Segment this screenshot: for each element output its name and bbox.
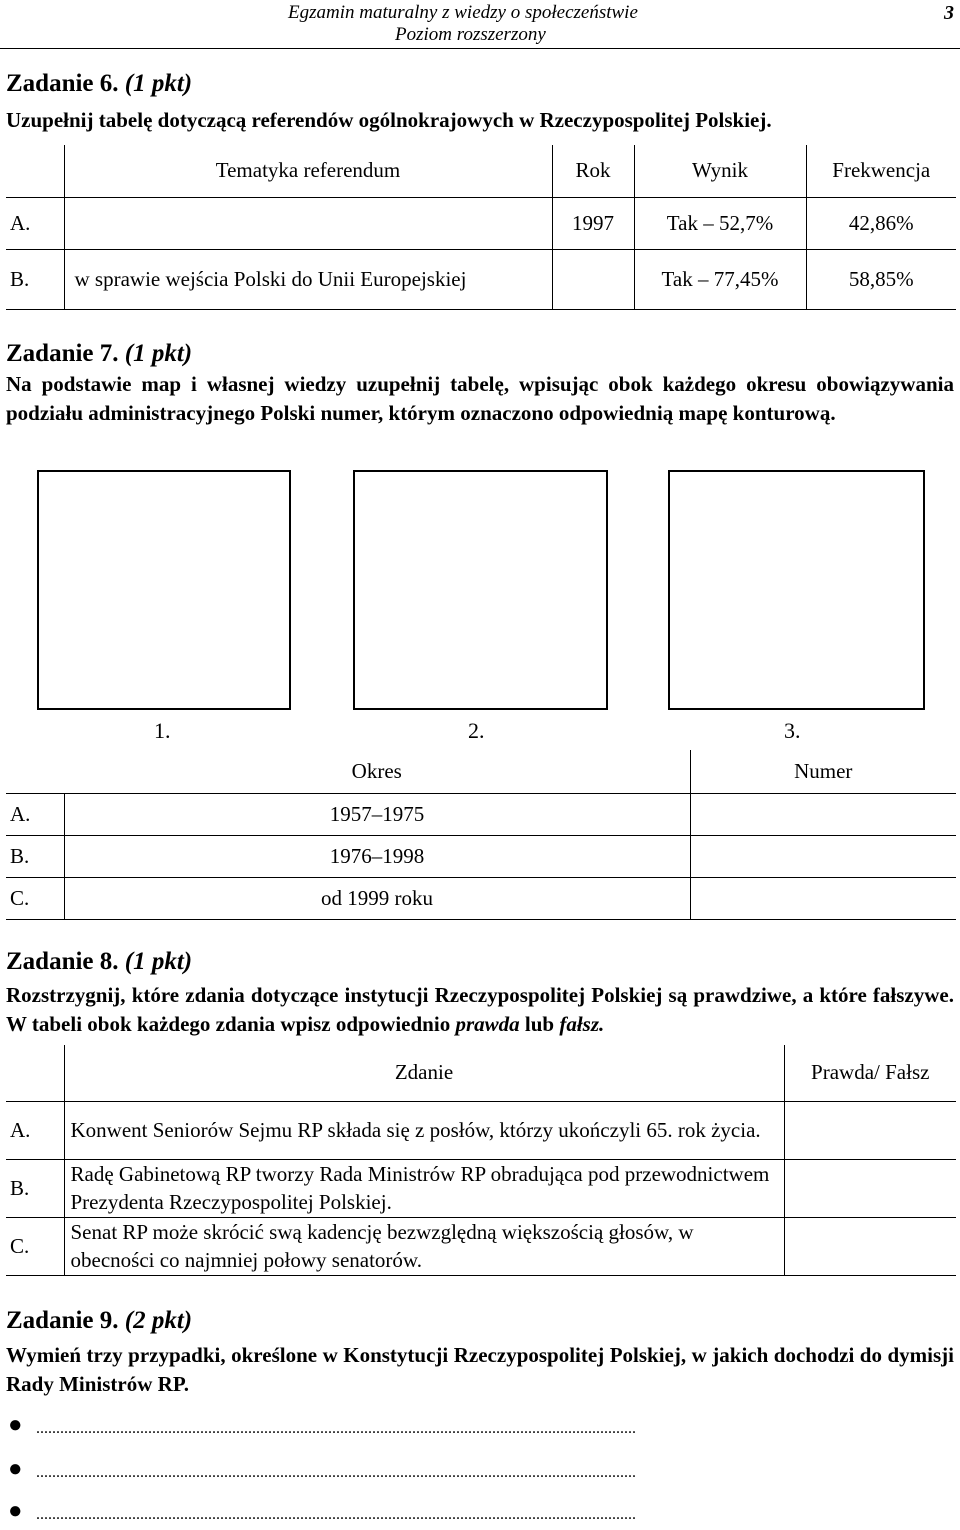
- topic-answer-cell[interactable]: [64, 197, 552, 249]
- header-year: Rok: [552, 145, 634, 197]
- task7-table: [6, 750, 956, 920]
- header-result: Wynik: [634, 145, 806, 197]
- number-answer-cell[interactable]: [690, 877, 956, 919]
- table-row: [6, 197, 956, 249]
- bullet-icon: ●: [8, 1456, 23, 1482]
- word-lub: lub: [524, 1012, 555, 1036]
- table-row: [6, 877, 956, 919]
- map-2: [353, 470, 608, 710]
- turnout-cell: 58,85%: [806, 249, 956, 309]
- sentence-cell: Radę Gabinetową RP tworzy Rada Ministrów RP obradująca pod przewodnictwem Prezydenta Rzeczypospolitej Polskiej.: [64, 1159, 784, 1217]
- task6-table: [6, 145, 956, 310]
- task9-title: Zadanie 9.: [6, 1307, 119, 1334]
- task8-title: Zadanie 8.: [6, 948, 119, 975]
- map-label-3: 3.: [784, 718, 801, 743]
- truth-answer-cell[interactable]: [784, 1159, 956, 1217]
- exam-level: Poziom rozszerzony: [395, 24, 546, 45]
- row-letter: C.: [6, 877, 64, 919]
- header-period: Okres: [64, 750, 690, 793]
- task6-title: Zadanie 6.: [6, 70, 119, 97]
- bullet-icon: ●: [8, 1498, 23, 1524]
- row-letter: C.: [6, 1217, 64, 1275]
- word-prawda: prawda: [455, 1012, 520, 1036]
- task6-heading: [6, 70, 192, 98]
- result-cell: Tak – 52,7%: [634, 197, 806, 249]
- row-letter: B.: [6, 249, 64, 309]
- row-letter: A.: [6, 793, 64, 835]
- task9-instruction: Wymień trzy przypadki, określone w Konstytucji Rzeczypospolitej Polskiej, w jakich dochodzi do dymisji Rady Ministrów RP.: [6, 1343, 954, 1396]
- answer-line-1[interactable]: ......................................................................................................................................................: [36, 1420, 636, 1437]
- exam-title: Egzamin maturalny z wiedzy o społeczeństwie: [288, 2, 638, 23]
- year-cell: 1997: [552, 197, 634, 249]
- row-letter: A.: [6, 197, 64, 249]
- map-label-2: 2.: [468, 718, 485, 743]
- map-label-1: 1.: [154, 718, 171, 743]
- table-row: [6, 1159, 956, 1217]
- header-turnout: Frekwencja: [806, 145, 956, 197]
- number-answer-cell[interactable]: [690, 835, 956, 877]
- word-falsz: fałsz.: [559, 1012, 605, 1036]
- task8-instruction: [6, 981, 954, 1039]
- result-cell: Tak – 77,45%: [634, 249, 806, 309]
- task8-header-row: [6, 1045, 956, 1101]
- task7-title: Zadanie 7.: [6, 340, 119, 367]
- truth-answer-cell[interactable]: [784, 1217, 956, 1275]
- header-topic: Tematyka referendum: [64, 145, 552, 197]
- task8-instruction-text: Rozstrzygnij, które zdania dotyczące instytucji Rzeczypospolitej Polskiej są prawdziwe, a które fałszywe. W tabeli obok każdego zdania wpisz odpowiednio: [6, 983, 954, 1036]
- task9-heading: [6, 1307, 192, 1335]
- bullet-icon: ●: [8, 1412, 23, 1438]
- answer-line-2[interactable]: ......................................................................................................................................................: [36, 1464, 636, 1481]
- period-cell: od 1999 roku: [64, 877, 690, 919]
- task7-points: (1 pkt): [124, 340, 193, 367]
- map-1: [37, 470, 291, 710]
- page-header: [0, 0, 960, 49]
- row-letter: B.: [6, 1159, 64, 1217]
- task6-instruction: Uzupełnij tabelę dotyczącą referendów ogólnokrajowych w Rzeczypospolitej Polskiej.: [6, 108, 772, 132]
- task9-points: (2 pkt): [124, 1307, 193, 1334]
- table-row: [6, 1217, 956, 1275]
- row-letter: A.: [6, 1101, 64, 1159]
- header-answer: Prawda/ Fałsz: [784, 1045, 956, 1101]
- answer-line-3[interactable]: ......................................................................................................................................................: [36, 1506, 636, 1523]
- task6-header-row: [6, 145, 956, 197]
- header-number: Numer: [690, 750, 956, 793]
- table-row: [6, 793, 956, 835]
- period-cell: 1957–1975: [64, 793, 690, 835]
- table-row: [6, 249, 956, 309]
- map-3: [668, 470, 925, 710]
- sentence-cell: Senat RP może skrócić swą kadencję bezwzględną większością głosów, w obecności co najmniej połowy senatorów.: [64, 1217, 784, 1275]
- task7-header-row: [6, 750, 956, 793]
- task7-heading: [6, 340, 192, 368]
- header-sentence: Zdanie: [64, 1045, 784, 1101]
- table-row: [6, 1101, 956, 1159]
- task8-heading: [6, 948, 192, 976]
- number-answer-cell[interactable]: [690, 793, 956, 835]
- year-answer-cell[interactable]: [552, 249, 634, 309]
- period-cell: 1976–1998: [64, 835, 690, 877]
- row-letter: B.: [6, 835, 64, 877]
- sentence-cell: Konwent Seniorów Sejmu RP składa się z posłów, którzy ukończyli 65. rok życia.: [64, 1101, 784, 1159]
- topic-cell: w sprawie wejścia Polski do Unii Europejskiej: [64, 249, 552, 309]
- task7-instruction: Na podstawie map i własnej wiedzy uzupełnij tabelę, wpisując obok każdego okresu obowiązywania podziału administracyjnego Polski numer, którym oznaczono odpowiednią mapę konturową.: [6, 372, 954, 425]
- task8-table: [6, 1045, 956, 1276]
- page-number: 3: [944, 2, 954, 24]
- task6-points: (1 pkt): [124, 70, 193, 97]
- task8-points: (1 pkt): [124, 948, 193, 975]
- turnout-cell: 42,86%: [806, 197, 956, 249]
- table-row: [6, 835, 956, 877]
- truth-answer-cell[interactable]: [784, 1101, 956, 1159]
